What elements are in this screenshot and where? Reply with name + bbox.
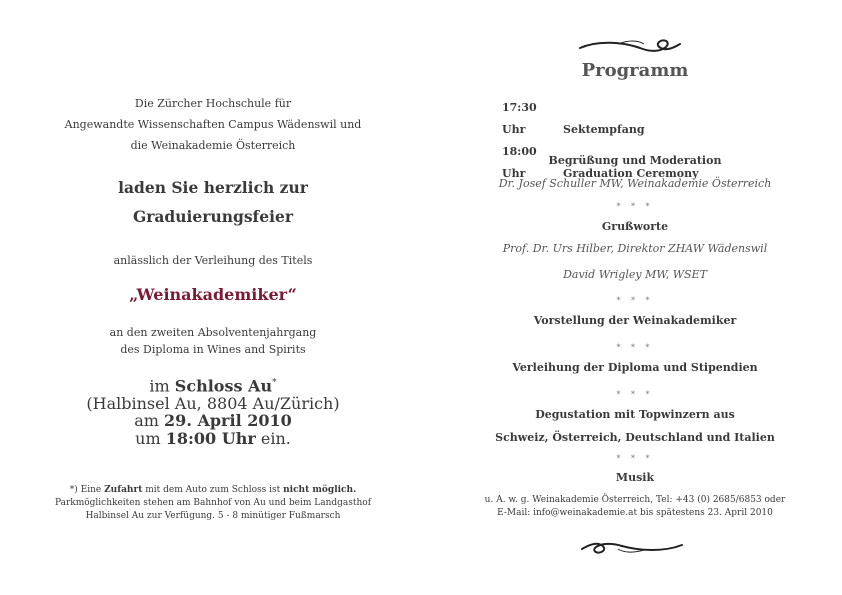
- intro-line: Angewandte Wissenschaften Campus Wädenswil und: [64, 118, 362, 131]
- footnote-mid: mit dem Auto zum Schloss ist: [142, 485, 284, 495]
- separator-stars: * * *: [616, 202, 654, 211]
- separator-stars: * * *: [616, 454, 654, 463]
- footnote-pre: *) Eine: [69, 485, 105, 495]
- separator-stars: * * *: [616, 343, 654, 352]
- intro-line: die Weinakademie Österreich: [130, 139, 296, 152]
- program-item-welcome: Begrüßung und Moderation: [548, 154, 722, 167]
- program-item-tasting-countries: Schweiz, Österreich, Deutschland und Italien: [495, 431, 775, 444]
- program-speaker: David Wrigley MW, WSET: [563, 268, 707, 281]
- schedule-label: Graduation Ceremony: [563, 167, 699, 180]
- headline-line: Graduierungsfeier: [132, 207, 294, 226]
- program-item-presentation: Vorstellung der Weinakademiker: [533, 314, 737, 327]
- footnote-line: [40, 484, 386, 497]
- graduates-line: an den zweiten Absolventenjahrgang: [109, 326, 317, 339]
- contact-line: E-Mail: info@weinakademie.at bis spätestens 23. April 2010: [497, 507, 773, 518]
- separator-stars: * * *: [616, 390, 654, 399]
- event-date: 29. April 2010: [164, 411, 292, 431]
- footnote-bold: Zufahrt: [104, 485, 143, 495]
- program-item-tasting: Degustation mit Topwinzern aus: [535, 408, 735, 421]
- footnote-line: Parkmöglichkeiten stehen am Bahnhof von Au und beim Landgasthof: [54, 498, 372, 508]
- graduates-text: [40, 324, 386, 358]
- invitation-headline: [40, 173, 386, 231]
- access-footnote: [40, 484, 386, 523]
- graduates-line: des Diploma in Wines and Spirits: [120, 343, 306, 356]
- hosts-intro: [40, 93, 386, 156]
- program-speaker: Prof. Dr. Urs Hilber, Direktor ZHAW Wädenswil: [502, 242, 768, 255]
- footnote-bold: nicht möglich.: [283, 485, 357, 495]
- date-prefix: am: [134, 411, 165, 431]
- schedule-row: [502, 97, 698, 141]
- title-weinakademiker: „Weinakademiker“: [129, 285, 297, 304]
- schedule-time: 18:00 Uhr: [502, 145, 537, 180]
- venue-address: (Halbinsel Au, 8804 Au/Zürich): [86, 393, 340, 413]
- time-prefix: um: [135, 428, 166, 448]
- schedule-label: Sektempfang: [563, 123, 645, 136]
- contact-line: u. A. w. g. Weinakademie Österreich, Tel: +43 (0) 2685/6853 oder: [484, 495, 786, 505]
- flourish-bottom-icon: [580, 537, 684, 557]
- venue-prefix: im: [149, 376, 175, 396]
- separator-stars: * * *: [616, 296, 654, 305]
- program-item-award: Verleihung der Diploma und Stipendien: [512, 361, 758, 374]
- time-line: [40, 430, 386, 448]
- time-suffix: ein.: [255, 428, 291, 448]
- program-item-greetings: Grußworte: [601, 220, 669, 233]
- rsvp-contact: [470, 494, 800, 519]
- event-time: 18:00 Uhr: [165, 428, 256, 448]
- schedule-time: 17:30 Uhr: [502, 101, 537, 136]
- venue-name: Schloss Au: [174, 376, 273, 396]
- headline-line: laden Sie herzlich zur: [118, 178, 308, 197]
- program-speaker: Dr. Josef Schuller MW, Weinakademie Österreich: [498, 177, 772, 190]
- venue-footnote-mark: *: [272, 378, 277, 388]
- schedule-times: [502, 97, 698, 185]
- occasion-text: anlässlich der Verleihung des Titels: [113, 254, 313, 267]
- venue-line: [40, 375, 386, 395]
- flourish-top-icon: [578, 36, 682, 58]
- date-line: [40, 412, 386, 430]
- program-title: Programm: [581, 60, 689, 81]
- intro-line: Die Zürcher Hochschule für: [134, 97, 292, 110]
- program-item-music: Musik: [615, 471, 655, 484]
- venue-details: [40, 375, 386, 447]
- footnote-line: Halbinsel Au zur Verfügung. 5 - 8 minütiger Fußmarsch: [85, 511, 341, 521]
